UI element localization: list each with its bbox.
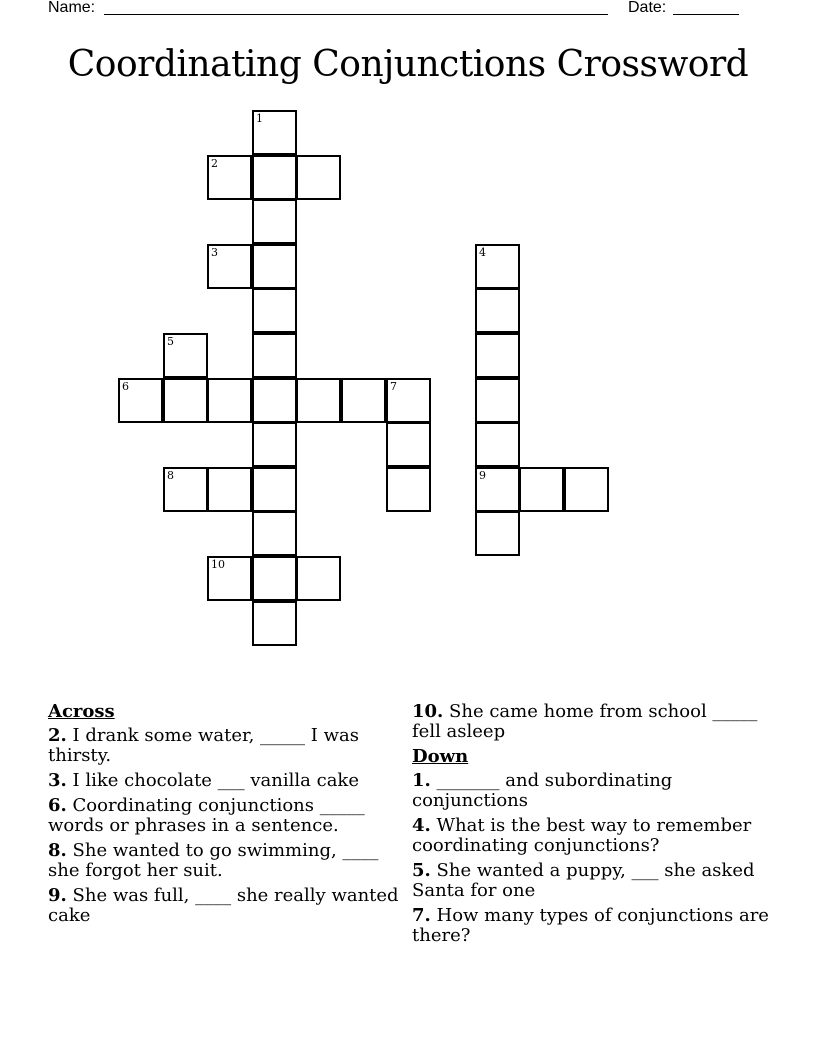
clue bbox=[48, 796, 404, 836]
clues-left-column bbox=[48, 702, 404, 931]
crossword-cell[interactable] bbox=[252, 378, 297, 423]
crossword-cell[interactable] bbox=[252, 422, 297, 467]
clue-text: She was full, ____ she really wanted cake bbox=[48, 885, 399, 926]
clue-number: 9. bbox=[48, 885, 67, 906]
clue-number: 10. bbox=[412, 701, 444, 722]
crossword-cell[interactable] bbox=[252, 467, 297, 512]
cell-number: 5 bbox=[167, 335, 174, 348]
clue bbox=[48, 841, 404, 881]
clue-number: 3. bbox=[48, 770, 67, 791]
across-clue-list bbox=[48, 726, 404, 926]
crossword-cell[interactable] bbox=[296, 556, 341, 601]
crossword-cell[interactable] bbox=[475, 288, 520, 333]
crossword-cell[interactable] bbox=[564, 467, 609, 512]
clue-text: She wanted a puppy, ___ she asked Santa for one bbox=[412, 860, 755, 901]
cell-number: 8 bbox=[167, 469, 174, 482]
clue-number: 5. bbox=[412, 860, 431, 881]
crossword-cell[interactable] bbox=[475, 467, 520, 512]
clue-text: What is the best way to remember coordinating conjunctions? bbox=[412, 815, 752, 856]
cell-number: 2 bbox=[211, 157, 218, 170]
clue-text: She came home from school _____ fell asleep bbox=[412, 701, 758, 742]
crossword-cell[interactable] bbox=[252, 199, 297, 244]
clue bbox=[412, 702, 782, 742]
crossword-cell[interactable] bbox=[475, 422, 520, 467]
crossword-cell[interactable] bbox=[386, 378, 431, 423]
clue bbox=[412, 816, 782, 856]
clue-text: I drank some water, _____ I was thirsty. bbox=[48, 725, 359, 766]
crossword-cell[interactable] bbox=[252, 333, 297, 378]
crossword-cell[interactable] bbox=[207, 155, 252, 200]
crossword-cell[interactable] bbox=[252, 155, 297, 200]
clue bbox=[412, 906, 782, 946]
crossword-cell[interactable] bbox=[207, 378, 252, 423]
across-heading: Across bbox=[48, 701, 115, 722]
crossword-cell[interactable] bbox=[475, 378, 520, 423]
clue-number: 2. bbox=[48, 725, 67, 746]
clues-right-column bbox=[412, 702, 782, 951]
cell-number: 3 bbox=[211, 246, 218, 259]
crossword-cell[interactable] bbox=[296, 155, 341, 200]
clue-text: _______ and subordinating conjunctions bbox=[412, 770, 673, 811]
cell-number: 10 bbox=[211, 558, 225, 571]
crossword-cell[interactable] bbox=[296, 378, 341, 423]
clue-text: Coordinating conjunctions _____ words or phrases in a sentence. bbox=[48, 795, 365, 836]
cell-number: 4 bbox=[479, 246, 486, 259]
crossword-cell[interactable] bbox=[475, 511, 520, 556]
clue-number: 8. bbox=[48, 840, 67, 861]
crossword-cell[interactable] bbox=[252, 288, 297, 333]
crossword-cell[interactable] bbox=[118, 378, 163, 423]
across-clue-list-continued bbox=[412, 702, 782, 742]
crossword-cell[interactable] bbox=[386, 422, 431, 467]
crossword-cell[interactable] bbox=[163, 378, 208, 423]
crossword-cell[interactable] bbox=[519, 467, 564, 512]
crossword-cell[interactable] bbox=[207, 556, 252, 601]
clue bbox=[412, 771, 782, 811]
clue bbox=[412, 861, 782, 901]
clue-number: 7. bbox=[412, 905, 431, 926]
crossword-cell[interactable] bbox=[252, 601, 297, 646]
crossword-cell[interactable] bbox=[252, 556, 297, 601]
crossword-cell[interactable] bbox=[207, 244, 252, 289]
clue-text: How many types of conjunctions are there? bbox=[412, 905, 769, 946]
crossword-cell[interactable] bbox=[475, 244, 520, 289]
date-label: Date: bbox=[628, 0, 667, 16]
crossword-cell[interactable] bbox=[475, 333, 520, 378]
clue-number: 1. bbox=[412, 770, 431, 791]
down-clue-list bbox=[412, 771, 782, 946]
crossword-cell[interactable] bbox=[386, 467, 431, 512]
crossword-cell[interactable] bbox=[163, 467, 208, 512]
clue-text: She wanted to go swimming, ____ she forgot her suit. bbox=[48, 840, 379, 881]
name-label: Name: bbox=[48, 0, 96, 16]
cell-number: 7 bbox=[390, 380, 397, 393]
page-title: Coordinating Conjunctions Crossword bbox=[67, 44, 749, 85]
crossword-cell[interactable] bbox=[207, 467, 252, 512]
clue-number: 6. bbox=[48, 795, 67, 816]
crossword-cell[interactable] bbox=[163, 333, 208, 378]
clue bbox=[48, 726, 404, 766]
clue-number: 4. bbox=[412, 815, 431, 836]
crossword-cell[interactable] bbox=[252, 244, 297, 289]
clue bbox=[48, 771, 404, 791]
crossword-cell[interactable] bbox=[252, 110, 297, 155]
clue-text: I like chocolate ___ vanilla cake bbox=[66, 770, 359, 791]
cell-number: 9 bbox=[479, 469, 486, 482]
down-heading: Down bbox=[412, 746, 469, 767]
cell-number: 1 bbox=[256, 112, 263, 125]
crossword-cell[interactable] bbox=[341, 378, 386, 423]
cell-number: 6 bbox=[122, 380, 129, 393]
crossword-cell[interactable] bbox=[252, 511, 297, 556]
clue bbox=[48, 886, 404, 926]
